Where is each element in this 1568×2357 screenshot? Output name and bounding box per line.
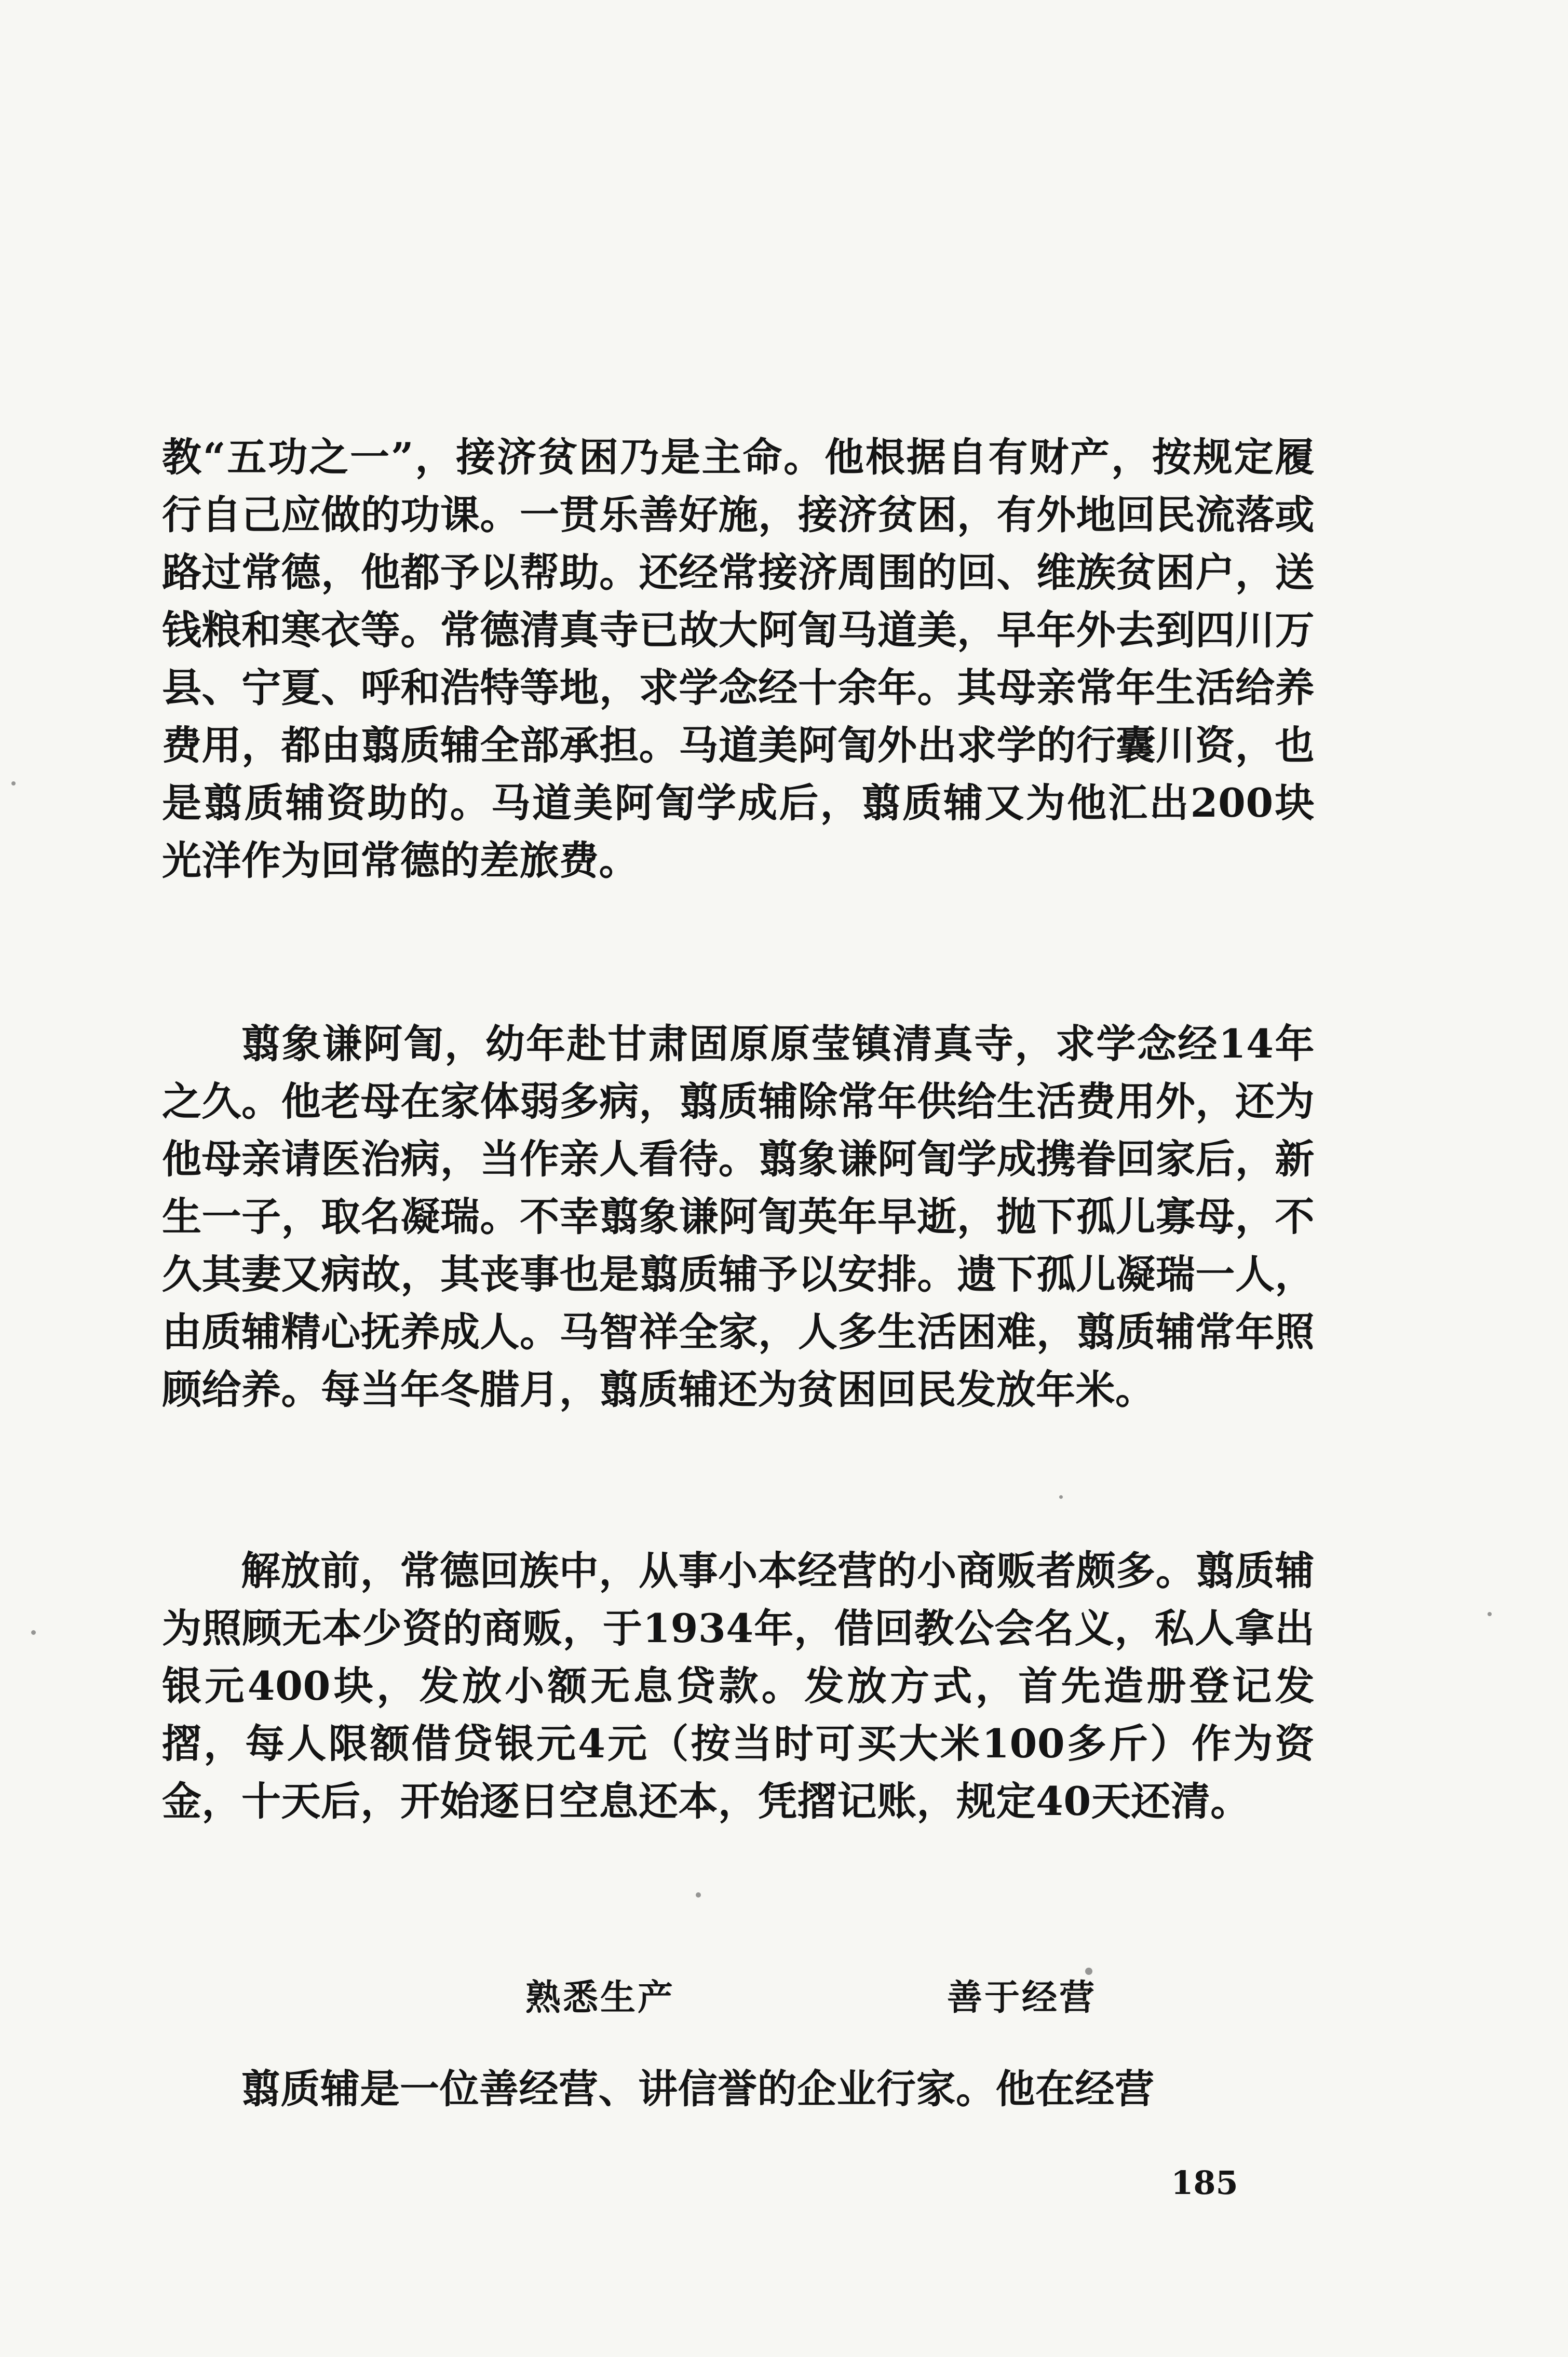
scan-speck xyxy=(1488,1612,1492,1616)
paragraph-4-text: 翦质辅是一位善经营、讲信誉的企业行家。他在经营 xyxy=(241,2066,1155,2112)
paragraph-4 xyxy=(162,2060,1315,2118)
scan-speck xyxy=(1059,1495,1063,1499)
scan-speck xyxy=(696,1892,701,1898)
paragraph-2 xyxy=(162,1015,1315,1418)
section-heading-left: 熟悉生产 xyxy=(525,1977,675,2019)
paragraph-3 xyxy=(162,1542,1315,1830)
page-number: 185 xyxy=(1171,2164,1238,2202)
scan-speck xyxy=(31,1630,36,1635)
paragraph-3-text: 解放前，常德回族中，从事小本经营的小商贩者颇多。翦质辅为照顾无本少资的商贩，于1934年，借回教公会名义，私人拿出银元400块，发放小额无息贷款。发放方式，首先造册登记发摺，每人限额借贷银元4元（按当时可买大米100多斤）作为资金，十天后，开始逐日空息还本，凭摺记账，规定40天还清。 xyxy=(162,1548,1315,1824)
section-heading-right: 善于经营 xyxy=(947,1977,1097,2019)
scan-speck xyxy=(1085,1968,1092,1975)
paragraph-2-text: 翦象谦阿訇，幼年赴甘肃固原原莹镇清真寺，求学念经14年之久。他老母在家体弱多病，翦质辅除常年供给生活费用外，还为他母亲请医治病，当作亲人看待。翦象谦阿訇学成携眷回家后，新生一子，取名凝瑞。不幸翦象谦阿訇英年早逝，抛下孤儿寡母，不久其妻又病故，其丧事也是翦质辅予以安排。遗下孤儿凝瑞一人，由质辅精心抚养成人。马智祥全家，人多生活困难，翦质辅常年照顾给养。每当年冬腊月，翦质辅还为贫困回民发放年米。 xyxy=(162,1021,1315,1413)
scan-speck xyxy=(11,781,16,785)
paragraph-1 xyxy=(162,428,1315,889)
section-heading xyxy=(525,1969,1097,2021)
paragraph-1-text: 教“五功之一”，接济贫困乃是主命。他根据自有财产，按规定履行自己应做的功课。一贯乐善好施，接济贫困，有外地回民流落或路过常德，他都予以帮助。还经常接济周围的回、维族贫困户，送钱粮和寒衣等。常德清真寺已故大阿訇马道美，早年外去到四川万县、宁夏、呼和浩特等地，求学念经十余年。其母亲常年生活给养费用，都由翦质辅全部承担。马道美阿訇外出求学的行囊川资，也是翦质辅资助的。马道美阿訇学成后，翦质辅又为他汇出200块光洋作为回常德的差旅费。 xyxy=(162,434,1315,884)
